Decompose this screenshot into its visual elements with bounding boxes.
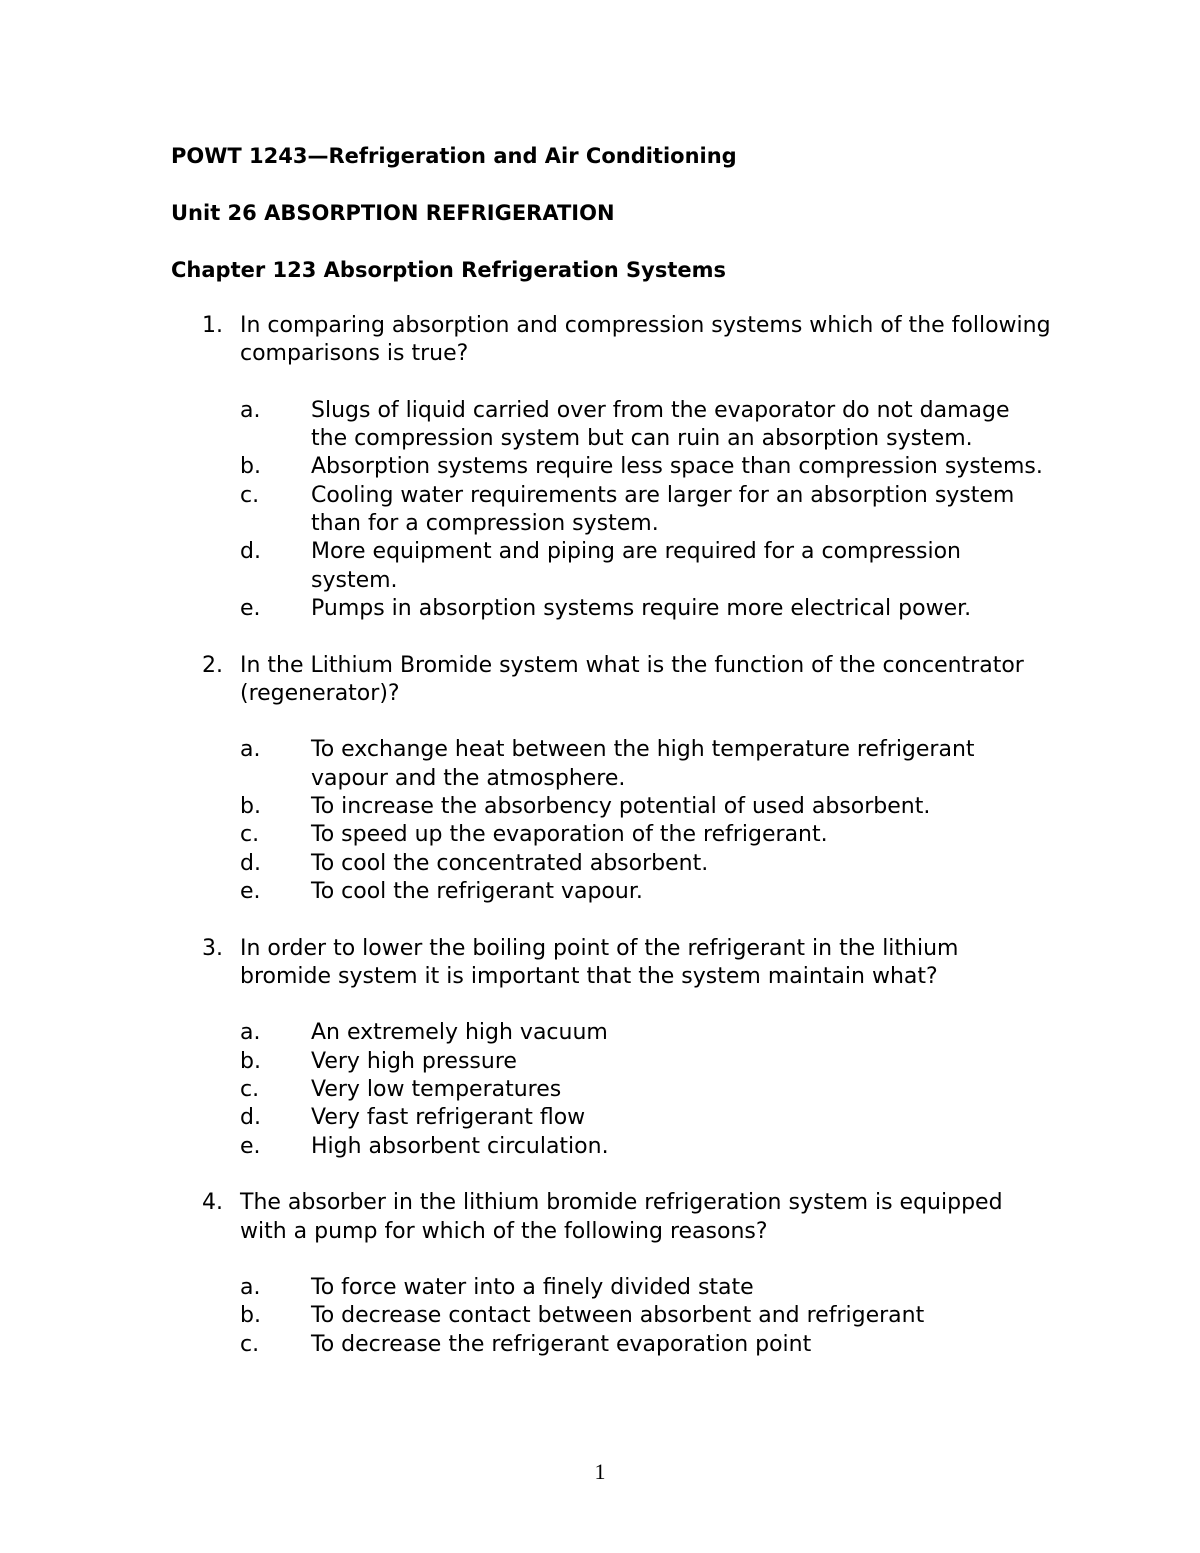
question-text: In order to lower the boiling point of the refrigerant in the lithium bromide system it is important that the system maintain what? <box>240 935 959 989</box>
option-text: To speed up the evaporation of the refrigerant. <box>311 822 828 848</box>
option-item <box>202 1274 1052 1302</box>
question-2 <box>202 652 1052 907</box>
option-letter: d. <box>240 850 261 876</box>
option-item <box>202 1331 1052 1359</box>
option-list <box>202 397 1052 623</box>
option-item <box>202 1048 1052 1076</box>
option-letter: e. <box>240 878 261 904</box>
option-item <box>202 793 1052 821</box>
option-text: High absorbent circulation. <box>311 1133 609 1159</box>
option-letter: c. <box>240 1077 260 1103</box>
question-number: 3. <box>202 935 223 961</box>
page-number: 1 <box>594 1459 606 1484</box>
option-item <box>202 1133 1052 1161</box>
question-1 <box>202 312 1052 623</box>
option-letter: a. <box>240 737 261 763</box>
question-number: 2. <box>202 652 223 678</box>
question-number: 1. <box>202 313 223 338</box>
option-text: To force water into a finely divided state <box>311 1275 754 1301</box>
option-letter: e. <box>240 595 261 621</box>
option-letter: d. <box>240 539 261 565</box>
option-text: Slugs of liquid carried over from the evaporator do not damage the compression system but can ruin an absorption system. <box>311 397 1010 452</box>
option-item <box>202 1076 1052 1104</box>
option-item <box>202 821 1052 849</box>
unit-title: Unit 26 ABSORPTION REFRIGERATION <box>171 201 615 225</box>
option-letter: a. <box>240 1020 261 1046</box>
option-text: To increase the absorbency potential of used absorbent. <box>311 794 931 820</box>
question-text: The absorber in the lithium bromide refrigeration system is equipped with a pump for which of the following reasons? <box>240 1190 1003 1244</box>
option-list <box>202 1019 1052 1160</box>
option-letter: b. <box>240 454 261 480</box>
option-letter: b. <box>240 1048 261 1074</box>
option-letter: c. <box>240 482 260 508</box>
option-item <box>202 538 1052 595</box>
option-letter: a. <box>240 1275 261 1301</box>
option-text: Very fast refrigerant flow <box>311 1105 586 1131</box>
chapter-title: Chapter 123 Absorption Refrigeration Systems <box>171 258 726 282</box>
option-text: To cool the concentrated absorbent. <box>311 850 709 876</box>
option-text: To cool the refrigerant vapour. <box>311 878 643 904</box>
question-4 <box>202 1189 1052 1359</box>
option-text: To decrease the refrigerant evaporation point <box>311 1331 812 1357</box>
option-list <box>202 736 1052 906</box>
option-letter: d. <box>240 1105 261 1131</box>
option-letter: c. <box>240 1331 260 1357</box>
option-item <box>202 397 1052 454</box>
option-text: To exchange heat between the high temperature refrigerant vapour and the atmosphere. <box>311 737 975 791</box>
option-item <box>202 1019 1052 1047</box>
option-letter: b. <box>240 1303 261 1329</box>
option-text: Absorption systems require less space than compression systems. <box>311 454 1043 480</box>
question-text: In the Lithium Bromide system what is the function of the concentrator (regenerator)? <box>240 652 1024 706</box>
option-text: Pumps in absorption systems require more electrical power. <box>311 595 972 621</box>
question-number: 4. <box>202 1190 223 1216</box>
option-letter: a. <box>240 397 261 423</box>
option-text: More equipment and piping are required for a compression system. <box>311 539 961 593</box>
option-text: Very high pressure <box>311 1048 517 1074</box>
option-text: Very low temperatures <box>311 1077 562 1103</box>
option-item <box>202 453 1052 481</box>
course-title: POWT 1243—Refrigeration and Air Conditioning <box>171 144 737 168</box>
option-text: An extremely high vacuum <box>311 1020 608 1046</box>
option-text: To decrease contact between absorbent and refrigerant <box>311 1303 925 1329</box>
question-list <box>202 312 1052 1387</box>
question-text: In comparing absorption and compression systems which of the following comparisons is true? <box>240 313 1051 367</box>
option-item <box>202 595 1052 623</box>
option-letter: e. <box>240 1133 261 1159</box>
option-item <box>202 1104 1052 1132</box>
option-item <box>202 878 1052 906</box>
option-letter: c. <box>240 822 260 848</box>
option-item <box>202 1302 1052 1330</box>
option-list <box>202 1274 1052 1359</box>
option-item <box>202 482 1052 539</box>
question-3 <box>202 935 1052 1161</box>
option-text: Cooling water requirements are larger for an absorption system than for a compression system. <box>311 482 1015 537</box>
option-letter: b. <box>240 794 261 820</box>
option-item <box>202 850 1052 878</box>
option-item <box>202 736 1052 793</box>
